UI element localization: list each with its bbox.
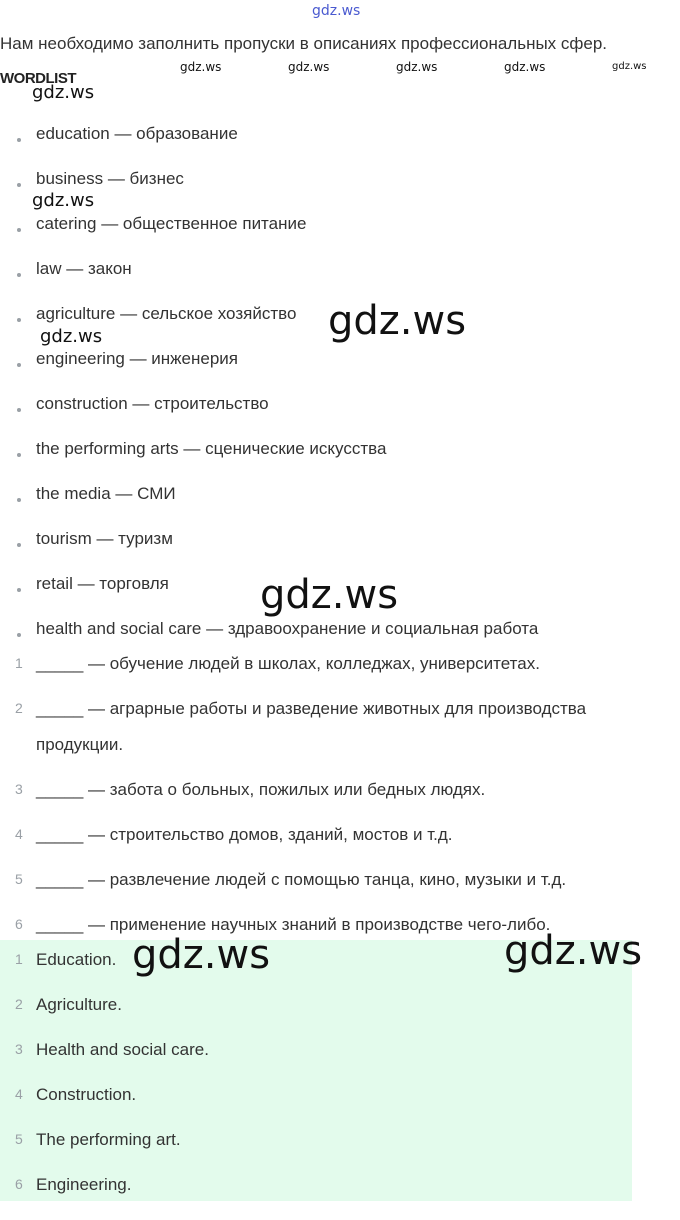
bullet-icon xyxy=(17,453,21,457)
bullet-icon xyxy=(17,588,21,592)
list-item-text: tourism — туризм xyxy=(36,529,173,548)
item-number: 6 xyxy=(15,916,23,932)
list-item-text: business — бизнес xyxy=(36,169,184,188)
answer-box xyxy=(0,940,632,1201)
list-item-text: the performing arts — сценические искусства xyxy=(36,439,387,458)
list-item-text: education — образование xyxy=(36,124,238,143)
bullet-icon xyxy=(17,138,21,142)
bullet-icon xyxy=(17,633,21,637)
watermark-small: gdz.ws xyxy=(288,60,330,74)
watermark-large: gdz.ws xyxy=(328,298,467,344)
watermark-small: gdz.ws xyxy=(180,60,222,74)
bullet-icon xyxy=(17,228,21,232)
item-number: 1 xyxy=(15,655,23,671)
answer-text: Agriculture. xyxy=(36,995,122,1014)
bullet-icon xyxy=(17,363,21,367)
bullet-icon xyxy=(17,183,21,187)
watermark-medium: gdz.ws xyxy=(32,190,95,211)
bullet-icon xyxy=(17,318,21,322)
list-item-text: engineering — инженерия xyxy=(36,349,239,368)
bullet-icon xyxy=(17,543,21,547)
answer-text: Education. xyxy=(36,950,117,969)
answer-text: The performing art. xyxy=(36,1130,181,1149)
watermark-large: gdz.ws xyxy=(504,928,643,974)
exercise-text-continued: продукции. xyxy=(36,735,124,754)
exercise-text: _____ — развлечение людей с помощью танца, кино, музыки и т.д. xyxy=(36,870,567,889)
watermark-small: gdz.ws xyxy=(504,60,546,74)
intro-text: Нам необходимо заполнить пропуски в описаниях профессиональных сфер. xyxy=(0,34,608,53)
item-number: 3 xyxy=(15,781,23,797)
list-item-text: health and social care — здравоохранение и социальная работа xyxy=(36,619,539,638)
watermark-medium: gdz.ws xyxy=(32,82,95,103)
item-number: 4 xyxy=(15,826,23,842)
wordlist-title: WORDLIST xyxy=(0,70,76,87)
exercise-text: _____ — аграрные работы и разведение животных для производства xyxy=(36,699,587,718)
item-number: 5 xyxy=(15,1131,23,1147)
watermark-large: gdz.ws xyxy=(132,932,271,978)
list-item-text: catering — общественное питание xyxy=(36,214,307,233)
exercise-text: _____ — строительство домов, зданий, мостов и т.д. xyxy=(36,825,453,844)
exercise-text: _____ — применение научных знаний в производстве чего-либо. xyxy=(36,915,551,934)
answer-text: Health and social care. xyxy=(36,1040,209,1059)
item-number: 1 xyxy=(15,951,23,967)
watermark-medium: gdz.ws xyxy=(40,326,103,347)
list-item-text: agriculture — сельское хозяйство xyxy=(36,304,297,323)
item-number: 4 xyxy=(15,1086,23,1102)
item-number: 6 xyxy=(15,1176,23,1192)
bullet-icon xyxy=(17,408,21,412)
answer-text: Engineering. xyxy=(36,1175,132,1194)
watermark-large: gdz.ws xyxy=(260,572,399,618)
watermark-small: gdz.ws xyxy=(612,61,647,72)
exercise-text: _____ — обучение людей в школах, колледжах, университетах. xyxy=(36,654,540,673)
watermark-top: gdz.ws xyxy=(312,3,361,19)
item-number: 2 xyxy=(15,700,23,716)
watermark-small: gdz.ws xyxy=(396,60,438,74)
item-number: 3 xyxy=(15,1041,23,1057)
bullet-icon xyxy=(17,498,21,502)
list-item-text: construction — строительство xyxy=(36,394,269,413)
answer-text: Construction. xyxy=(36,1085,137,1104)
item-number: 5 xyxy=(15,871,23,887)
list-item-text: law — закон xyxy=(36,259,132,278)
item-number: 2 xyxy=(15,996,23,1012)
list-item-text: the media — СМИ xyxy=(36,484,176,503)
exercise-text: _____ — забота о больных, пожилых или бедных людях. xyxy=(36,780,486,799)
bullet-icon xyxy=(17,273,21,277)
list-item-text: retail — торговля xyxy=(36,574,169,593)
